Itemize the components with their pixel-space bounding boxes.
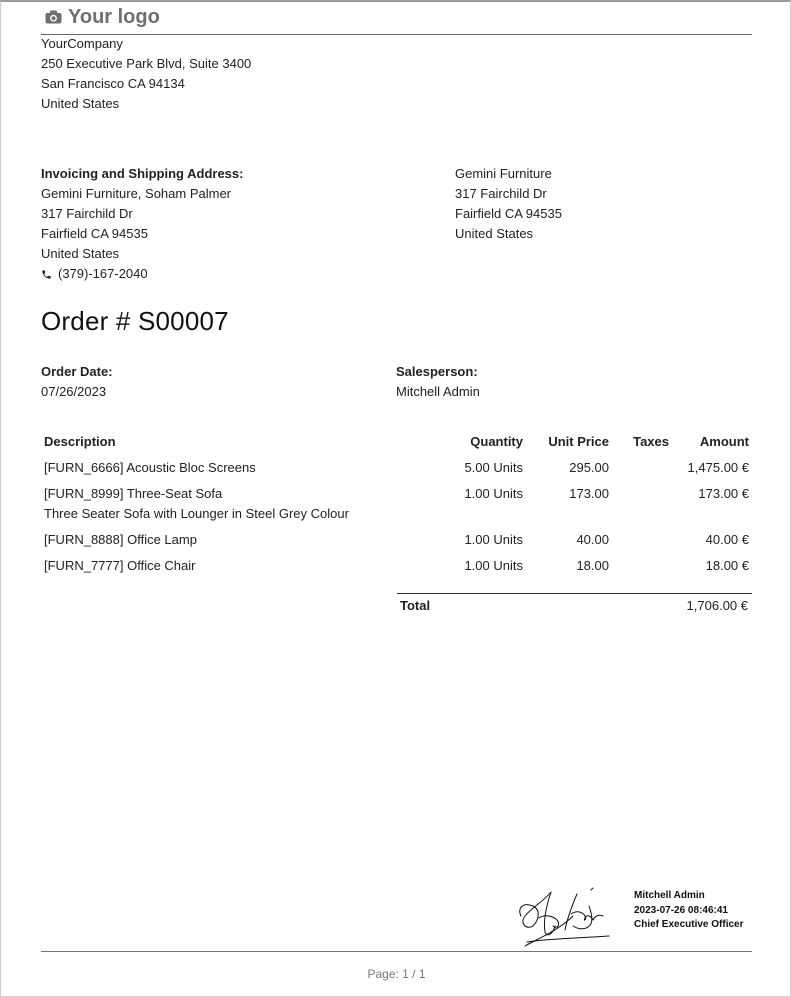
row-unit-price: 173.00	[569, 486, 609, 501]
logo-text: Your logo	[68, 5, 160, 28]
order-date-label: Order Date:	[41, 364, 113, 379]
company-logo	[45, 4, 160, 30]
row-unit-price: 18.00	[576, 558, 609, 573]
signer-name: Mitchell Admin	[634, 890, 705, 901]
invoicing-address	[41, 164, 243, 284]
row-quantity: 5.00 Units	[464, 460, 523, 475]
customer-street: 317 Fairchild Dr	[455, 186, 547, 201]
row-amount: 1,475.00 €	[687, 460, 749, 475]
row-taxes	[612, 524, 672, 550]
salesperson-block	[396, 362, 480, 402]
invoicing-heading: Invoicing and Shipping Address:	[41, 166, 244, 181]
footer-divider	[41, 951, 752, 952]
table-row	[41, 452, 752, 478]
row-unit-price: 40.00	[576, 532, 609, 547]
company-street: 250 Executive Park Blvd, Suite 3400	[41, 56, 252, 71]
header-amount: Amount	[699, 433, 749, 449]
header-description: Description	[44, 433, 116, 449]
page-number: Page: 1 / 1	[367, 967, 426, 981]
row-amount: 173.00 €	[698, 486, 749, 501]
row-quantity: 1.00 Units	[464, 558, 523, 573]
header-taxes: Taxes	[633, 433, 669, 449]
row-taxes	[612, 478, 672, 524]
order-title: Order # S00007	[41, 306, 229, 336]
customer-country: United States	[455, 226, 534, 241]
camera-icon	[45, 10, 62, 24]
header-unit-price: Unit Price	[548, 433, 609, 449]
row-description: [FURN_7777] Office Chair	[44, 558, 196, 573]
table-header-row	[41, 430, 752, 452]
company-city: San Francisco CA 94134	[41, 76, 185, 91]
order-date-value: 07/26/2023	[41, 384, 107, 399]
invoicing-city: Fairfield CA 94535	[41, 226, 148, 241]
row-note: Three Seater Sofa with Lounger in Steel Grey Colour	[44, 506, 349, 521]
phone-number: (379)-167-2040	[58, 266, 148, 281]
signature-info	[634, 889, 743, 933]
row-description: [FURN_8888] Office Lamp	[44, 532, 197, 547]
row-quantity: 1.00 Units	[464, 532, 523, 547]
row-taxes	[612, 550, 672, 576]
total-label: Total	[400, 598, 431, 613]
signer-title: Chief Executive Officer	[634, 919, 744, 930]
signature-image	[513, 886, 613, 950]
customer-name: Gemini Furniture	[455, 166, 552, 181]
row-unit-price: 295.00	[569, 460, 609, 475]
salesperson-value: Mitchell Admin	[396, 384, 480, 399]
invoicing-name: Gemini Furniture, Soham Palmer	[41, 186, 232, 201]
row-amount: 18.00 €	[705, 558, 749, 573]
order-lines-table	[41, 430, 752, 576]
company-address	[41, 34, 251, 114]
row-amount: 40.00 €	[705, 532, 749, 547]
customer-address	[455, 164, 562, 244]
row-quantity: 1.00 Units	[464, 486, 523, 501]
row-description: [FURN_8999] Three-Seat Sofa Three Seater Sofa with Lounger in Steel Grey Colour	[41, 478, 391, 524]
phone-icon	[41, 269, 52, 280]
customer-city: Fairfield CA 94535	[455, 206, 562, 221]
table-row	[41, 524, 752, 550]
company-country: United States	[41, 96, 120, 111]
signature-timestamp: 2023-07-26 08:46:41	[634, 904, 728, 916]
table-row	[41, 550, 752, 576]
table-row	[41, 478, 752, 524]
row-description: [FURN_6666] Acoustic Bloc Screens	[44, 460, 256, 475]
salesperson-label: Salesperson:	[396, 364, 478, 379]
invoicing-phone	[41, 264, 243, 284]
total-divider	[397, 593, 752, 594]
invoicing-street: 317 Fairchild Dr	[41, 206, 133, 221]
total-value: 1,706.00 €	[686, 598, 748, 613]
company-name: YourCompany	[41, 36, 123, 51]
order-date-block	[41, 362, 113, 402]
invoicing-country: United States	[41, 246, 120, 261]
row-taxes	[612, 452, 672, 478]
header-quantity: Quantity	[470, 433, 523, 449]
